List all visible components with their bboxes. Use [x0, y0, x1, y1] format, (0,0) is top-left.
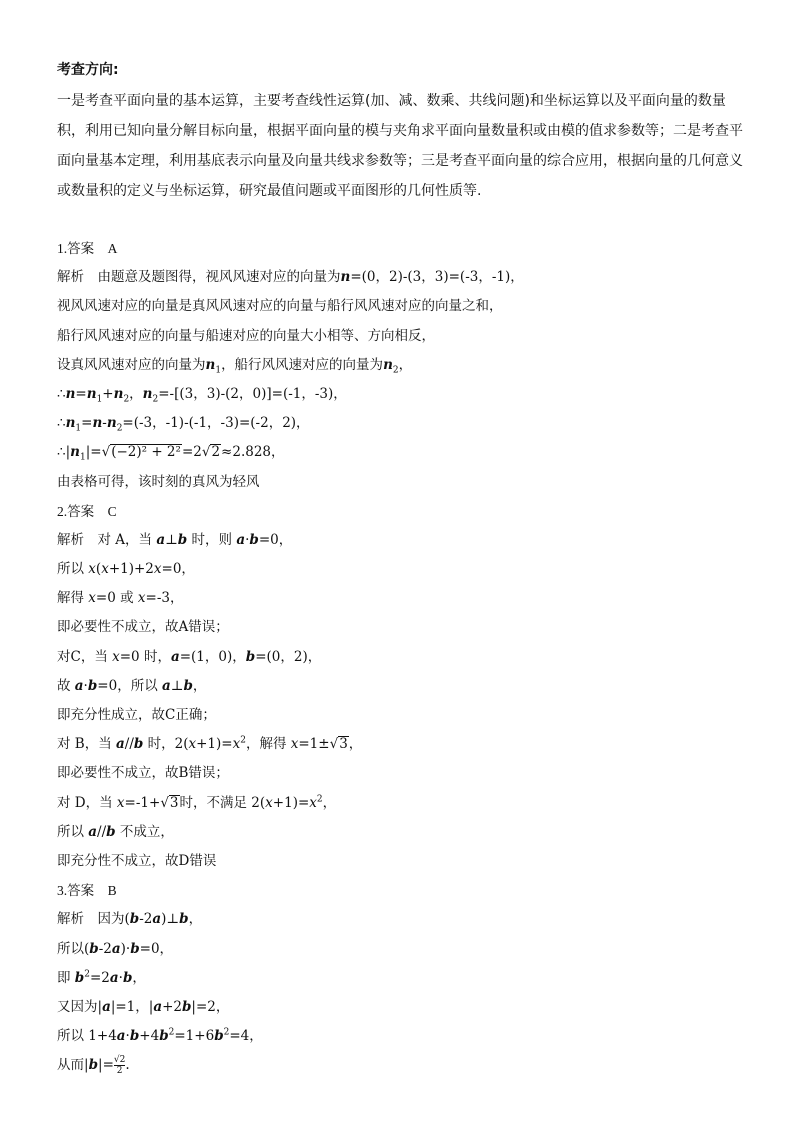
q2-line-10: 对 D，当 x=-1+√3时，不满足 $2(x+1)=x^2$，: [57, 794, 337, 811]
q1-line-7: $\therefore|n_1|=√(-2)^2 + 2^2=2√2\approx 2.828$，: [57, 444, 285, 463]
q2-line-1: 解析 对 A，当 a⊥b 时，则 a·b=0，: [57, 531, 293, 548]
q2-line-5: 对C，当 x=0 时，a=(1，0)，b=(0，2)，: [57, 648, 322, 665]
q1-line-1: 解析 由题意及题图得，视风风速对应的向量为n=(0，2)-(3，3)=(-3，-1)，: [57, 269, 524, 286]
q1-line-4: 设真风风速对应的向量为$n_1$，船行风风速对应的向量为$n_2$，: [57, 356, 413, 376]
q2-line-12: 即充分性不成立，故D错误: [57, 852, 217, 869]
q2-line-11: 所以 a//b 不成立，: [57, 823, 174, 840]
q2-line-2: 所以 x(x+1)+2x=0，: [57, 561, 195, 578]
sqrt-icon: √: [160, 794, 169, 811]
q3-line-2: 所以(b-2a)·b=0，: [57, 940, 174, 957]
intro-body: 一是考查平面向量的基本运算，主要考查线性运算(加、减、数乘、共线问题)和坐标运算以及平面向量的数量积，利用已知向量分解目标向量，根据平面向量的模与夹角求平面向量数量积或由模的值求参数等；二是考查平面向量基本定理，利用基底表示向量及向量共线求参数等；三是考查平面向量的综合应用，根据向量的几何意义或数量积的定义与坐标运算，研究最值问题或平面图形的几何性质等.: [57, 93, 743, 199]
q3-line-5: 所以 $1+4a\cdot b+4b^2=1+6b^2=4$，: [57, 1027, 263, 1045]
q3-answer-head: 3.答案 B: [57, 883, 117, 899]
fraction: $\frac{√2}{2}$: [113, 1055, 126, 1077]
q2-line-3: 解得 x=0 或 x=-3，: [57, 590, 184, 607]
q1-line-8: 由表格可得，该时刻的真风为轻风: [57, 473, 260, 490]
q2-line-4: 即必要性不成立，故A错误；: [57, 619, 229, 636]
q1-line-5: $\therefore n=n_1+n_2$，$n_2=-[(3$，3)-(2，0)]=(-1，-3)，: [57, 385, 347, 405]
sqrt-icon: √: [201, 444, 211, 461]
q1-answer-head: 1.答案 A: [57, 241, 118, 256]
q3-line-3: 即 $b^2=2a\cdot b$，: [57, 969, 146, 986]
answers-section: [57, 234, 747, 1080]
q2-answer-head: 2.答案 C: [57, 503, 117, 519]
q2-line-8: 对 B，当 a//b 时，$2(x+1)=x^2$，解得 x=1±√3，: [57, 735, 363, 753]
q2-line-7: 即充分性成立，故C正确；: [57, 707, 216, 723]
document-page: [57, 60, 747, 1080]
q2-line-6: 故 a·b=0，所以 a⊥b，: [57, 677, 207, 694]
sqrt-icon: √: [101, 444, 111, 461]
q3-line-6: 从而|b|= $\frac{√2}{2}$ .: [57, 1055, 130, 1077]
q1-line-6: $\therefore n_1=n-n_2=(-3$，-1)-(-1，-3)=(-2，2)，: [57, 415, 310, 434]
intro-title: 考查方向:: [57, 62, 119, 78]
q1-line-3: 船行风风速对应的向量与船速对应的向量大小相等、方向相反，: [57, 327, 435, 344]
q1-line-2: 视风风速对应的向量是真风风速对应的向量与船行风风速对应的向量之和，: [57, 298, 503, 315]
q3-line-1: 解析 因为(b-2a)⊥b，: [57, 911, 203, 928]
q3-line-4: 又因为|a|=1，|a+2b|=2，: [57, 998, 230, 1015]
sqrt-icon: √: [329, 736, 339, 753]
q2-line-9: 即必要性不成立，故B错误；: [57, 765, 229, 782]
